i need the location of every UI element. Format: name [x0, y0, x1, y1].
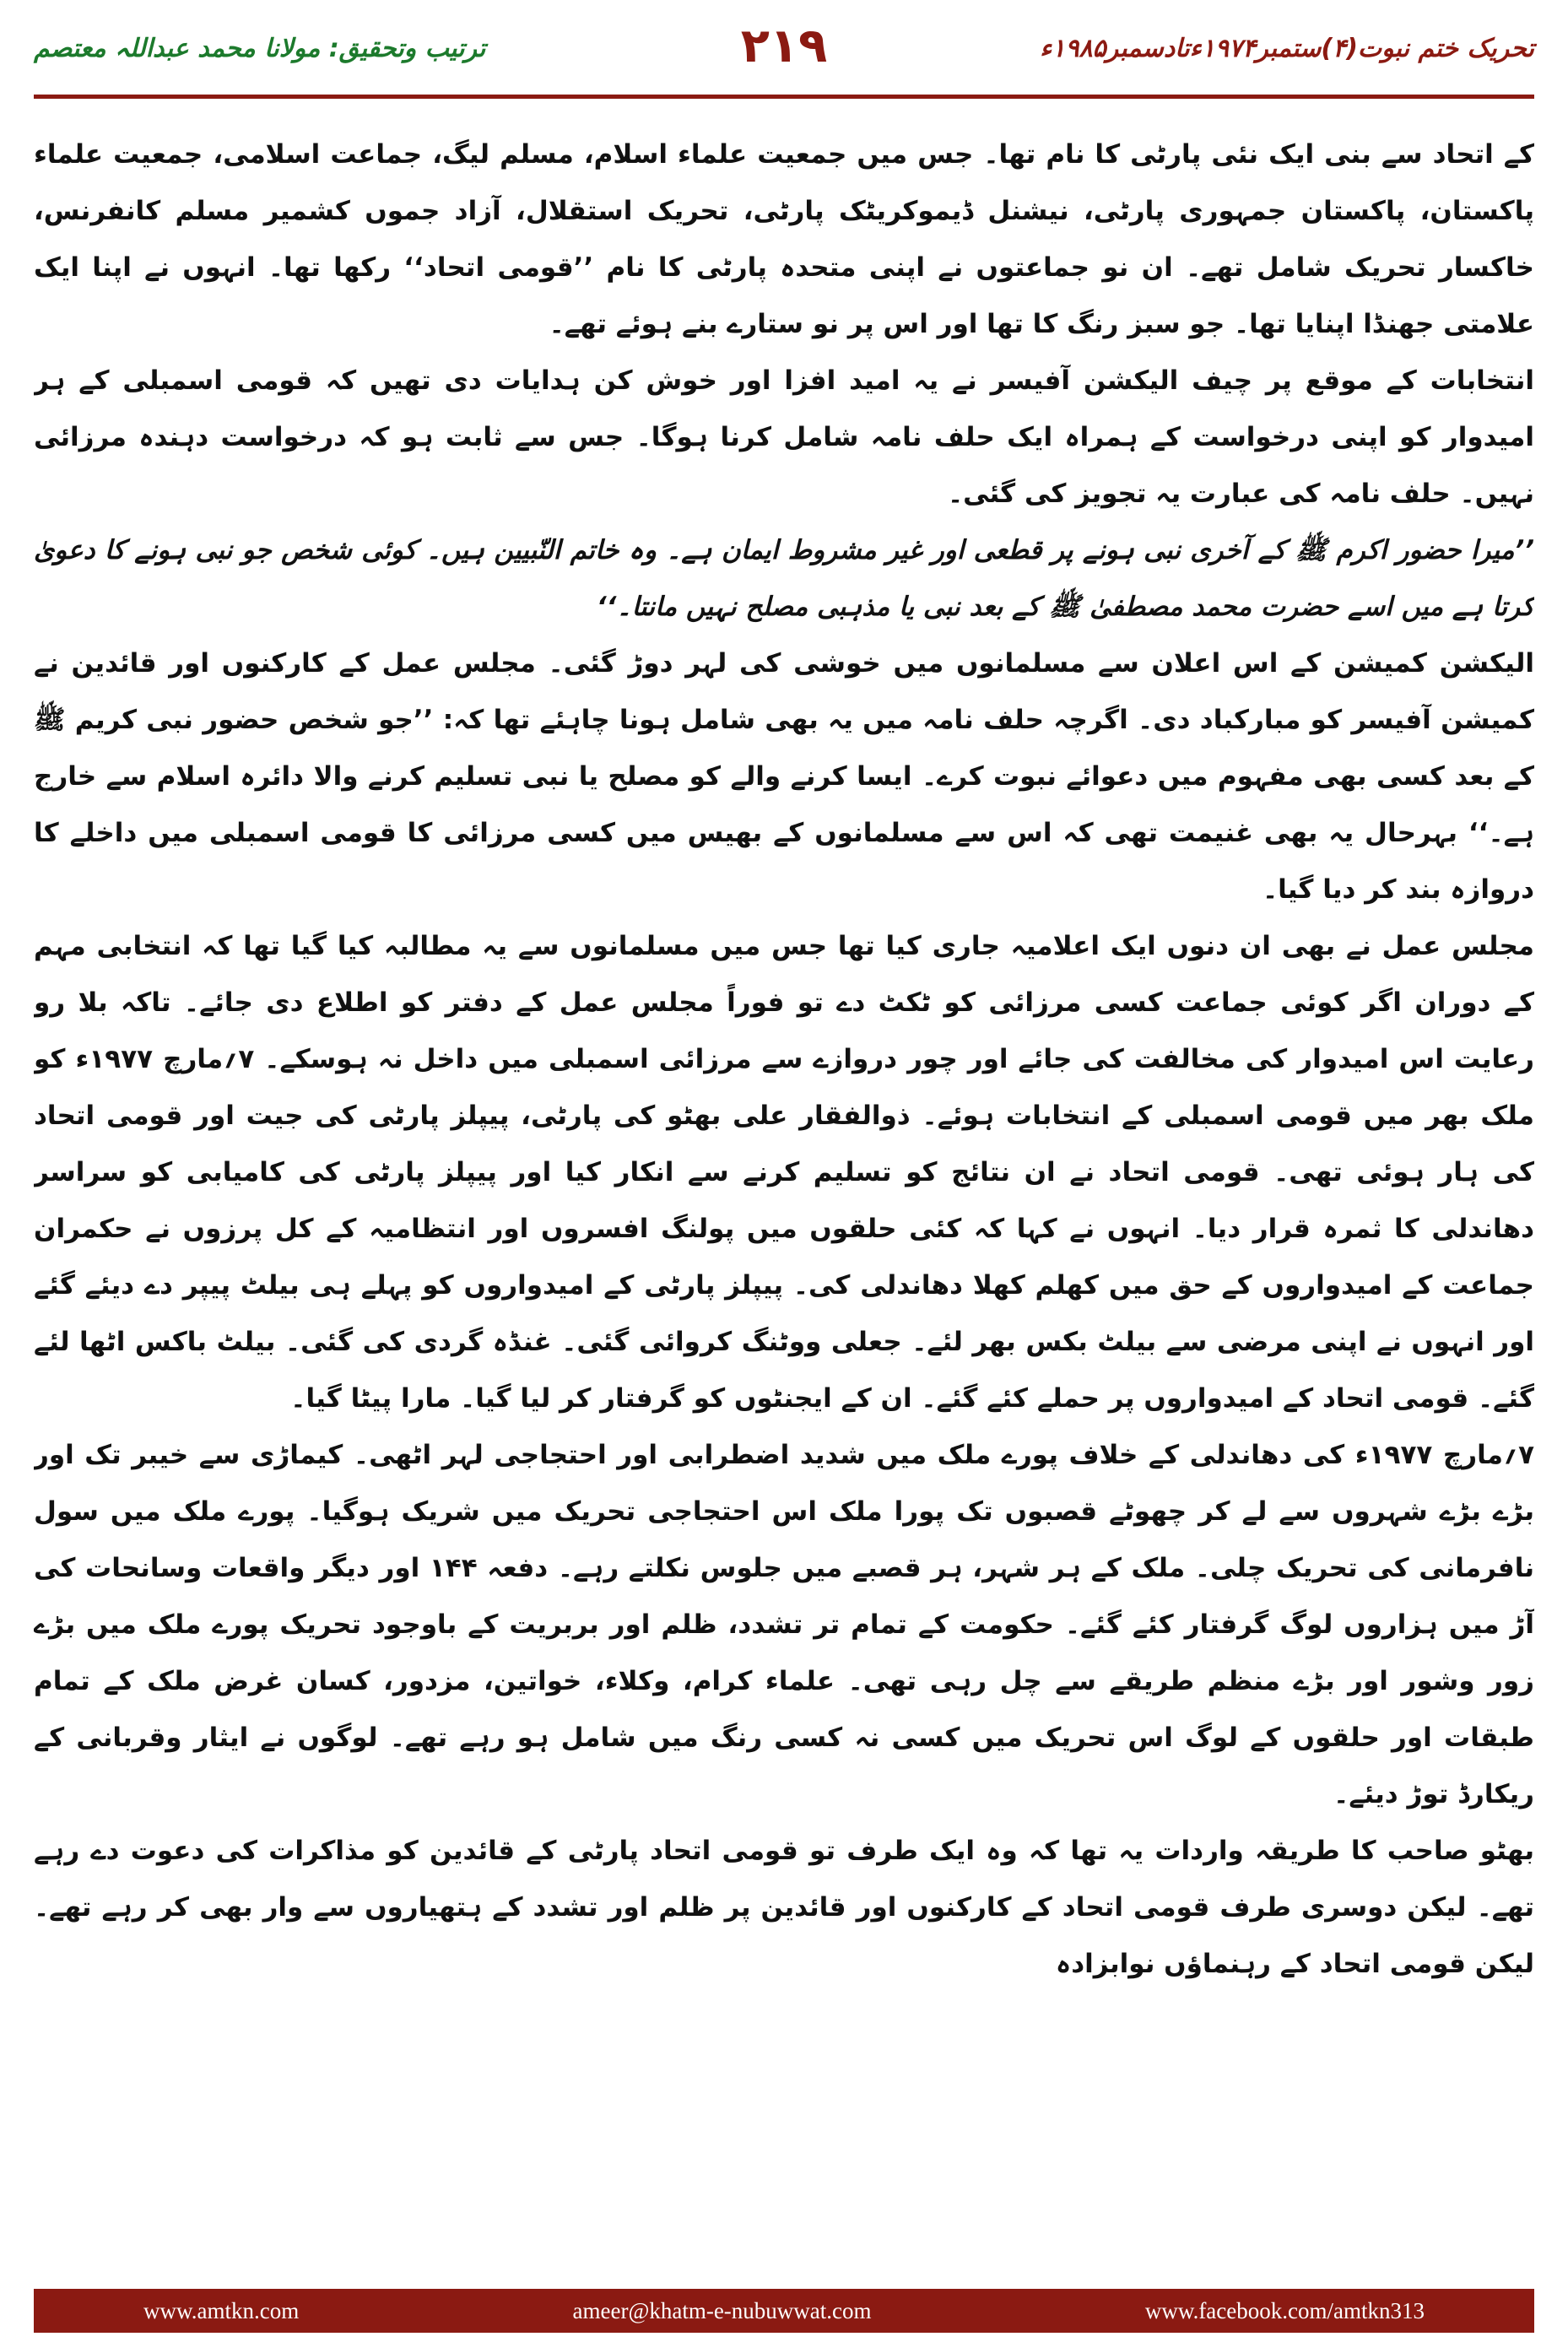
page-body [34, 127, 1534, 2211]
website-link[interactable]: www.amtkn.com [143, 2297, 300, 2323]
paragraph: الیکشن کمیشن کے اس اعلان سے مسلمانوں میں خوشی کی لہر دوڑ گئی۔ مجلس عمل کے کارکنوں اور قائدین نے کمیشن آفیسر کو مبارکباد دی۔ اگرچہ حلف نامہ میں یہ بھی شامل ہونا چاہئے تھا کہ: ’’جو شخص حضور نبی کریم ﷺ کے بعد کسی بھی مفہوم میں دعوائے نبوت کرے۔ ایسا کرنے والے کو مصلح یا نبی تسلیم کرنے والا دائرہ اسلام سے خارج ہے۔‘‘ بہرحال یہ بھی غنیمت تھی کہ اس سے مسلمانوں کے بھیس میں کسی مرزائی کا قومی اسمبلی میں داخلے کا دروازہ بند کر دیا گیا۔ [34, 648, 1534, 905]
page-header [34, 19, 1534, 95]
email-link[interactable]: ameer@khatm-e-nubuwwat.com [572, 2297, 872, 2323]
header-divider [34, 95, 1534, 99]
facebook-link[interactable]: www.facebook.com/amtkn313 [1144, 2297, 1425, 2323]
paragraph: بھٹو صاحب کا طریقہ واردات یہ تھا کہ وہ ایک طرف تو قومی اتحاد پارٹی کے قائدین کو مذاکرات کی دعوت دے رہے تھے۔ لیکن دوسری طرف قومی اتحاد کے کارکنوں اور قائدین پر ظلم اور تشدد کے ہتھیاروں سے وار بھی کر رہے تھے۔ لیکن قومی اتحاد کے رہنماؤں نوابزادہ [34, 1836, 1534, 1979]
oath-quote: ’’میرا حضور اکرم ﷺ کے آخری نبی ہونے پر قطعی اور غیر مشروط ایمان ہے۔ وہ خاتم النّبیین ہیں۔ کوئی شخص جو نبی ہونے کا دعویٰ کرتا ہے میں اسے حضرت محمد مصطفیٰ ﷺ کے بعد نبی یا مذہبی مصلح نہیں مانتا۔‘‘ [34, 535, 1534, 622]
paragraph: مجلس عمل نے بھی ان دنوں ایک اعلامیہ جاری کیا تھا جس میں مسلمانوں سے یہ مطالبہ کیا گیا تھا کہ انتخابی مہم کے دوران اگر کوئی جماعت کسی مرزائی کو ٹکٹ دے تو فوراً مجلس عمل کے دفتر کو اطلاع دی جائے۔ تاکہ بلا رو رعایت اس امیدوار کی مخالفت کی جائے اور چور دروازے سے مرزائی اسمبلی میں داخل نہ ہوسکے۔ ۷؍مارچ ۱۹۷۷ء کو ملک بھر میں قومی اسمبلی کے انتخابات ہوئے۔ ذوالفقار علی بھٹو کی پارٹی، پیپلز پارٹی کی جیت اور قومی اتحاد کی ہار ہوئی تھی۔ قومی اتحاد نے ان نتائج کو تسلیم کرنے سے انکار کیا اور پیپلز پارٹی کی کامیابی کو سراسر دھاندلی کا ثمرہ قرار دیا۔ انہوں نے کہا کہ کئی حلقوں میں پولنگ افسروں اور انتظامیہ کے کل پرزوں نے حکمران جماعت کے امیدواروں کے حق میں کھلم کھلا دھاندلی کی۔ پیپلز پارٹی کے امیدواروں کو پہلے ہی بیلٹ پیپر دے دیئے گئے اور انہوں نے اپنی مرضی سے بیلٹ بکس بھر لئے۔ جعلی ووٹنگ کروائی گئی۔ غنڈہ گردی کی گئی۔ بیلٹ باکس اٹھا لئے گئے۔ قومی اتحاد کے امیدواروں پر حملے کئے گئے۔ ان کے ایجنٹوں کو گرفتار کر لیا گیا۔ مارا پیٹا گیا۔ [34, 931, 1534, 1414]
page-footer [34, 2289, 1534, 2333]
book-title: تحریک ختم نبوت(۴)ستمبر۱۹۷۴ءتادسمبر۱۹۸۵ء [1040, 34, 1534, 63]
compiler-credit: ترتیب وتحقیق: مولانا محمد عبداللہ معتصم [34, 34, 486, 63]
paragraph: کے اتحاد سے بنی ایک نئی پارٹی کا نام تھا۔ جس میں جمعیت علماء اسلام، مسلم لیگ، جماعت اسلامی، جمعیت علماء پاکستان، پاکستان جمہوری پارٹی، نیشنل ڈیموکریٹک پارٹی، تحریک استقلال، آزاد جموں کشمیر مسلم کانفرنس، خاکسار تحریک شامل تھے۔ ان نو جماعتوں نے اپنی متحدہ پارٹی کا نام ’’قومی اتحاد‘‘ رکھا تھا۔ انہوں نے اپنا ایک علامتی جھنڈا اپنایا تھا۔ جو سبز رنگ کا تھا اور اس پر نو ستارے بنے ہوئے تھے۔ [34, 139, 1534, 339]
page-number: ۲۱۹ [740, 19, 828, 73]
paragraph: انتخابات کے موقع پر چیف الیکشن آفیسر نے یہ امید افزا اور خوش کن ہدایات دی تھیں کہ قومی اسمبلی کے ہر امیدوار کو اپنی درخواست کے ہمراہ ایک حلف نامہ شامل کرنا ہوگا۔ جس سے ثابت ہو کہ درخواست دہندہ مرزائی نہیں۔ حلف نامہ کی عبارت یہ تجویز کی گئی۔ [34, 365, 1534, 509]
paragraph: ۷؍مارچ ۱۹۷۷ء کی دھاندلی کے خلاف پورے ملک میں شدید اضطرابی اور احتجاجی لہر اٹھی۔ کیماڑی سے خیبر تک اور بڑے بڑے شہروں سے لے کر چھوٹے قصبوں تک پورا ملک اس احتجاجی تحریک میں شریک ہوگیا۔ پورے ملک میں سول نافرمانی کی تحریک چلی۔ ملک کے ہر شہر، ہر قصبے میں جلوس نکلتے رہے۔ دفعہ ۱۴۴ اور دیگر واقعات وسانحات کی آڑ میں ہزاروں لوگ گرفتار کئے گئے۔ حکومت کے تمام تر تشدد، ظلم اور بربریت کے باوجود تحریک پورے ملک میں بڑے زور وشور اور بڑے منظم طریقے سے چل رہی تھی۔ علماء کرام، وکلاء، خواتین، مزدور، کسان غرض ملک کے تمام طبقات اور حلقوں کے لوگ اس تحریک میں کسی نہ کسی رنگ میں شامل ہو رہے تھے۔ لوگوں نے ایثار وقربانی کے ریکارڈ توڑ دیئے۔ [34, 1440, 1534, 1809]
